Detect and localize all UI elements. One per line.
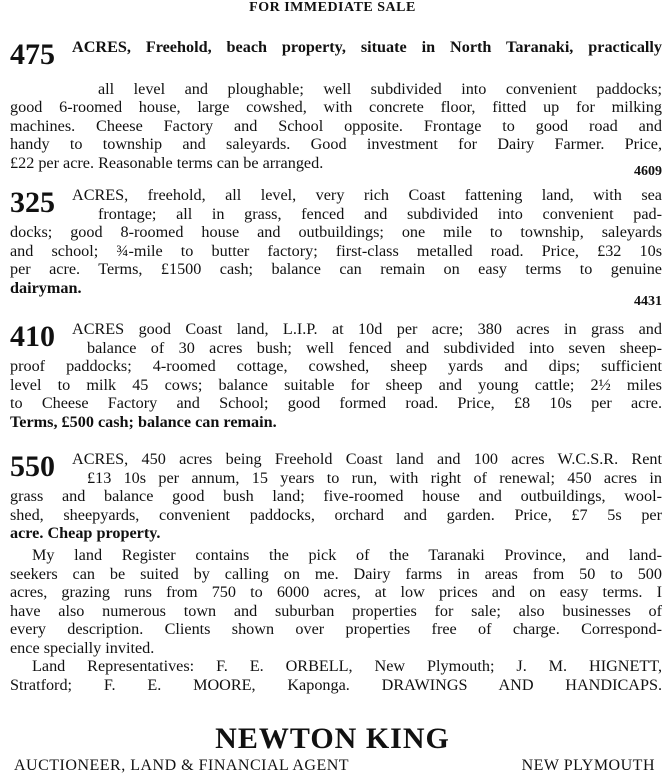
listing-acreage: 325: [10, 186, 55, 219]
listing-acreage: 475: [10, 38, 55, 71]
listing-line: £13 10s per annum, 15 years to run, with right of renewal; 450 acres in: [87, 468, 662, 487]
note-line: seekers can be suited by calling on me. Dairy farms in areas from 50 to 500: [10, 564, 662, 583]
listing-line: level to milk 45 cows; balance suitable for sheep and young cattle; 2½ miles: [10, 375, 662, 394]
listing-line: frontage; all in grass, fenced and subdivided into convenient pad-: [98, 204, 662, 223]
note-line: ence specially invited.: [10, 638, 155, 657]
listing-line: docks; good 8-roomed house and outbuildings; one mile to township, saleyards: [10, 223, 662, 241]
listing-first-line: ACRES, 450 acres being Freehold Coast land and 100 acres W.C.S.R. Rent: [72, 450, 662, 468]
listing-line: to Cheese Factory and School; good formed road. Price, £8 10s per acre.: [10, 394, 662, 412]
listing-line: machines. Cheese Factory and School opposite. Frontage to good road and: [10, 116, 662, 135]
listing-410: [10, 320, 662, 431]
representatives-line: Stratford; F. E. MOORE, Kaponga. DRAWINGS AND HANDICAPS.: [10, 675, 662, 694]
agent-title: AUCTIONEER, LAND & FINANCIAL AGENT: [14, 757, 350, 774]
note-line: have also numerous town and suburban properties for sale; also businesses of: [10, 601, 662, 620]
listing-reference: 4609: [634, 164, 662, 179]
representatives-line: Land Representatives: F. E. ORBELL, New Plymouth; J. M. HIGNETT,: [32, 657, 662, 675]
listing-line: dairyman.: [10, 278, 82, 297]
listing-first-line: ACRES, Freehold, beach property, situate in North Taranaki, practically: [72, 38, 662, 56]
land-register-note: [10, 546, 662, 694]
ad-heading: FOR IMMEDIATE SALE: [249, 0, 416, 15]
listing-reference: 4431: [634, 294, 662, 309]
listing-line: handy to township and saleyards. Good investment for Dairy Farmer. Price,: [10, 135, 662, 153]
listing-acreage: 410: [10, 320, 55, 353]
listing-line: proof paddocks; 4-roomed cottage, cowshed, sheep yards and dips; sufficient: [10, 357, 662, 375]
listing-line: Terms, £500 cash; balance can remain.: [10, 412, 277, 431]
listing-first-line: ACRES, freehold, all level, very rich Coast fattening land, with sea: [72, 186, 662, 204]
listing-550: [10, 450, 662, 543]
note-line: every description. Clients shown over properties free of charge. Correspond-: [10, 620, 662, 638]
listing-line: £22 per acre. Reasonable terms can be arranged.: [10, 153, 324, 172]
listing-first-line: ACRES good Coast land, L.I.P. at 10d per acre; 380 acres in grass and: [72, 320, 662, 338]
listing-line: good 6-roomed house, large cowshed, with concrete floor, fitted up for milking: [10, 98, 662, 116]
note-line: acres, grazing runs from 750 to 6000 acres, at low prices and on easy terms. I: [10, 583, 662, 601]
listing-line: acre. Cheap property.: [10, 524, 161, 542]
note-line: My land Register contains the pick of the Taranaki Province, and land-: [32, 546, 662, 564]
agent-name: NEWTON KING: [215, 722, 450, 755]
listing-line: grass and balance good bush land; five-roomed house and outbuildings, wool-: [10, 487, 662, 505]
listing-325: [10, 186, 662, 309]
listing-line: and school; ¾-mile to butter factory; first-class metalled road. Price, £32 10s: [10, 241, 662, 260]
listing-line: all level and ploughable; well subdivided into convenient paddocks;: [98, 79, 662, 98]
agent-location: NEW PLYMOUTH: [521, 757, 655, 774]
listing-475: [10, 38, 662, 179]
listing-line: shed, sheepyards, convenient paddocks, orchard and garden. Price, £7 5s per: [10, 505, 662, 524]
listing-acreage: 550: [10, 450, 55, 483]
listing-line: balance of 30 acres bush; well fenced and subdivided into seven sheep-: [87, 338, 662, 357]
listing-line: per acre. Terms, £1500 cash; balance can remain on easy terms to genuine: [10, 260, 662, 278]
